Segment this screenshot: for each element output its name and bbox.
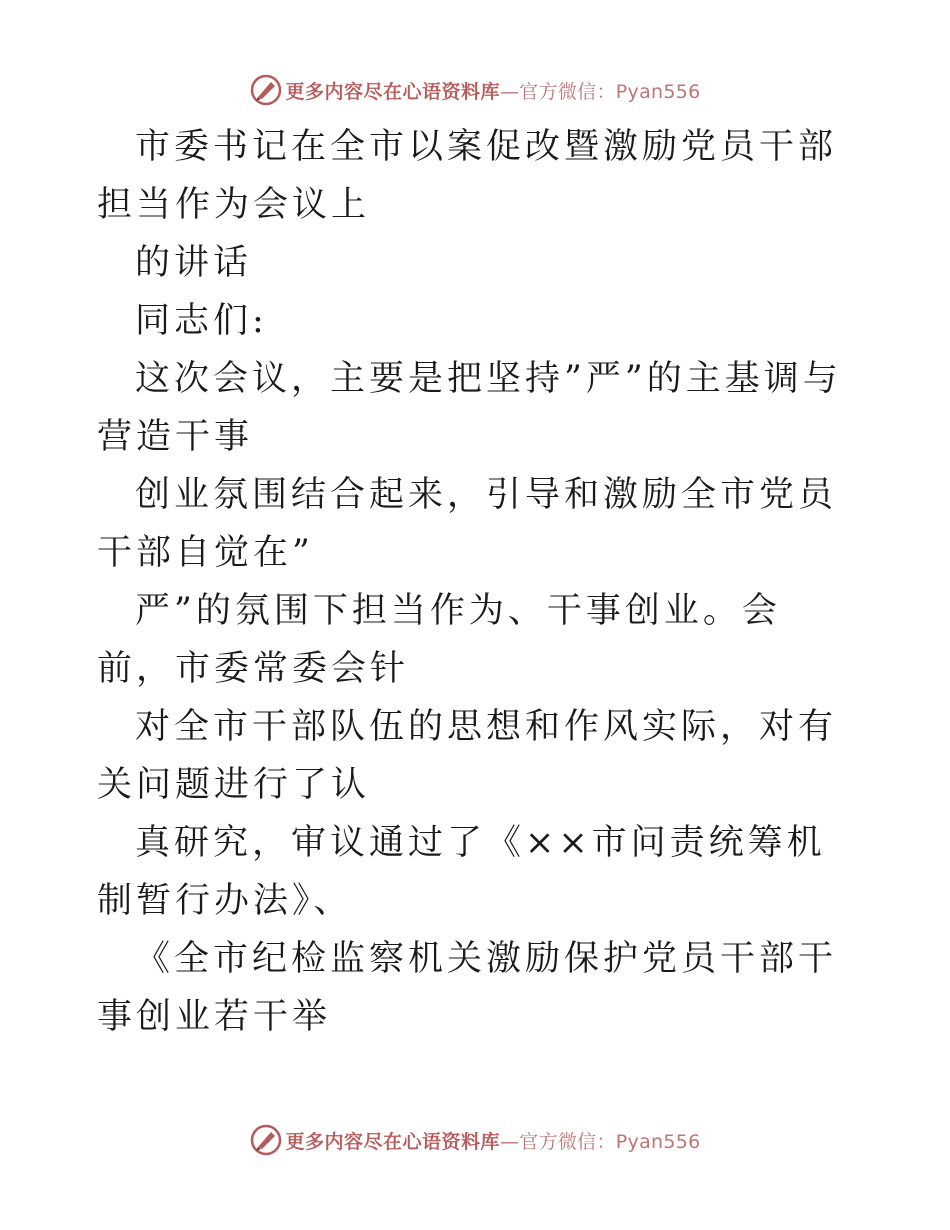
paragraph: 同志们:	[135, 301, 268, 341]
pen-logo-icon	[249, 1123, 283, 1157]
paragraph: 《全市纪检监察机关激励保护党员干部干事创业若干举	[97, 939, 838, 1037]
footer-watermark-banner	[0, 1120, 950, 1160]
paragraph: 的讲话	[135, 243, 253, 283]
paragraph: 严”的氛围下担当作为、干事创业。会前，市委常委会针	[97, 591, 781, 689]
document-body	[97, 118, 857, 1046]
watermark-main-text: 更多内容尽在心语资料库	[285, 80, 500, 103]
watermark-suffix-text: —官方微信：Pyan556	[499, 1130, 701, 1153]
paragraph: 真研究，审议通过了《××市问责统筹机制暂行办法》、	[97, 823, 826, 921]
watermark-main-text: 更多内容尽在心语资料库	[285, 1130, 500, 1153]
paragraph: 对全市干部队伍的思想和作风实际，对有关问题进行了认	[97, 707, 838, 805]
pen-logo-icon	[249, 73, 283, 107]
paragraph: 创业氛围结合起来，引导和激励全市党员干部自觉在”	[97, 475, 838, 573]
paragraph: 这次会议，主要是把坚持”严”的主基调与营造干事	[97, 359, 842, 457]
paragraph: 市委书记在全市以案促改暨激励党员干部担当作为会议上	[97, 127, 838, 225]
header-watermark-banner	[0, 70, 950, 110]
watermark-suffix-text: —官方微信：Pyan556	[499, 80, 701, 103]
